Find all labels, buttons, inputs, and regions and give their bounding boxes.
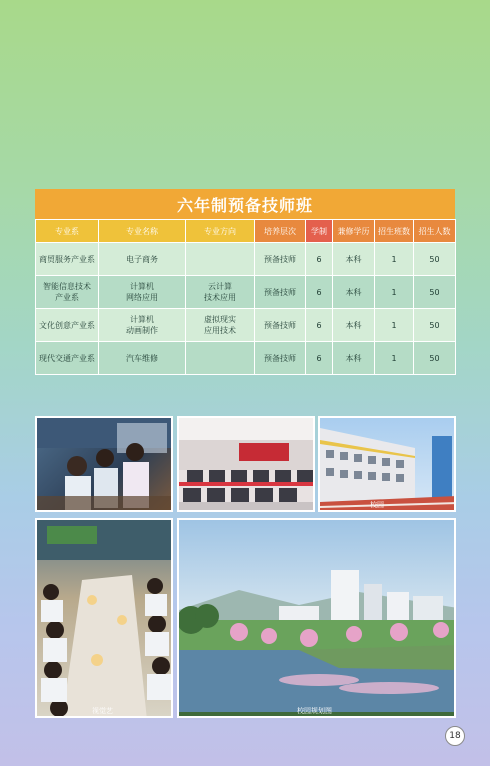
table-title: 六年制预备技师班 xyxy=(35,189,455,219)
table-row xyxy=(36,243,456,276)
cell-major: 计算机 网络应用 xyxy=(99,276,186,309)
cell-years: 6 xyxy=(306,309,333,342)
cell-years: 6 xyxy=(306,342,333,375)
table-header-row xyxy=(36,220,456,243)
cell-classes: 1 xyxy=(375,243,414,276)
header-degree: 兼修学历 xyxy=(333,220,375,243)
cell-direction xyxy=(186,243,255,276)
classroom-illustration xyxy=(37,418,173,512)
cell-students: 50 xyxy=(414,309,456,342)
cell-major: 汽车维修 xyxy=(99,342,186,375)
program-grid xyxy=(35,219,456,375)
cell-dept: 商贸服务产业系 xyxy=(36,243,99,276)
art-caption: 视觉艺 xyxy=(92,707,113,715)
plan-caption: 校园规划图 xyxy=(297,707,332,715)
header-years: 学制 xyxy=(306,220,333,243)
cell-students: 50 xyxy=(414,276,456,309)
cell-dept: 文化创意产业系 xyxy=(36,309,99,342)
campus-plan-illustration xyxy=(179,520,456,718)
photo-computer-lab xyxy=(177,416,315,512)
cell-degree: 本科 xyxy=(333,276,375,309)
computer-lab-illustration xyxy=(179,418,315,512)
cell-students: 50 xyxy=(414,243,456,276)
table-row xyxy=(36,342,456,375)
cell-years: 6 xyxy=(306,243,333,276)
header-major: 专业名称 xyxy=(99,220,186,243)
program-table xyxy=(35,189,455,375)
cell-classes: 1 xyxy=(375,276,414,309)
table-row xyxy=(36,276,456,309)
cell-level: 预备技师 xyxy=(255,309,306,342)
campus-caption: 校园 xyxy=(370,501,384,509)
header-level: 培养层次 xyxy=(255,220,306,243)
cell-direction: 虚拟现实 应用技术 xyxy=(186,309,255,342)
cell-degree: 本科 xyxy=(333,243,375,276)
cell-degree: 本科 xyxy=(333,309,375,342)
photo-campus-building xyxy=(318,416,456,512)
art-class-illustration xyxy=(37,520,173,718)
cell-level: 预备技师 xyxy=(255,342,306,375)
cell-direction xyxy=(186,342,255,375)
cell-dept: 智能信息技术 产业系 xyxy=(36,276,99,309)
cell-classes: 1 xyxy=(375,309,414,342)
header-dept: 专业系 xyxy=(36,220,99,243)
cell-classes: 1 xyxy=(375,342,414,375)
table-row xyxy=(36,309,456,342)
cell-dept: 现代交通产业系 xyxy=(36,342,99,375)
cell-years: 6 xyxy=(306,276,333,309)
page-number: 18 xyxy=(445,726,465,746)
header-direction: 专业方向 xyxy=(186,220,255,243)
cell-students: 50 xyxy=(414,342,456,375)
photo-classroom xyxy=(35,416,173,512)
cell-level: 预备技师 xyxy=(255,276,306,309)
campus-building-illustration xyxy=(320,418,456,512)
header-classes: 招生班数 xyxy=(375,220,414,243)
cell-major: 电子商务 xyxy=(99,243,186,276)
cell-major: 计算机 动画制作 xyxy=(99,309,186,342)
cell-level: 预备技师 xyxy=(255,243,306,276)
header-students: 招生人数 xyxy=(414,220,456,243)
cell-degree: 本科 xyxy=(333,342,375,375)
photo-art-class xyxy=(35,518,173,718)
photo-campus-plan xyxy=(177,518,456,718)
cell-direction: 云计算 技术应用 xyxy=(186,276,255,309)
